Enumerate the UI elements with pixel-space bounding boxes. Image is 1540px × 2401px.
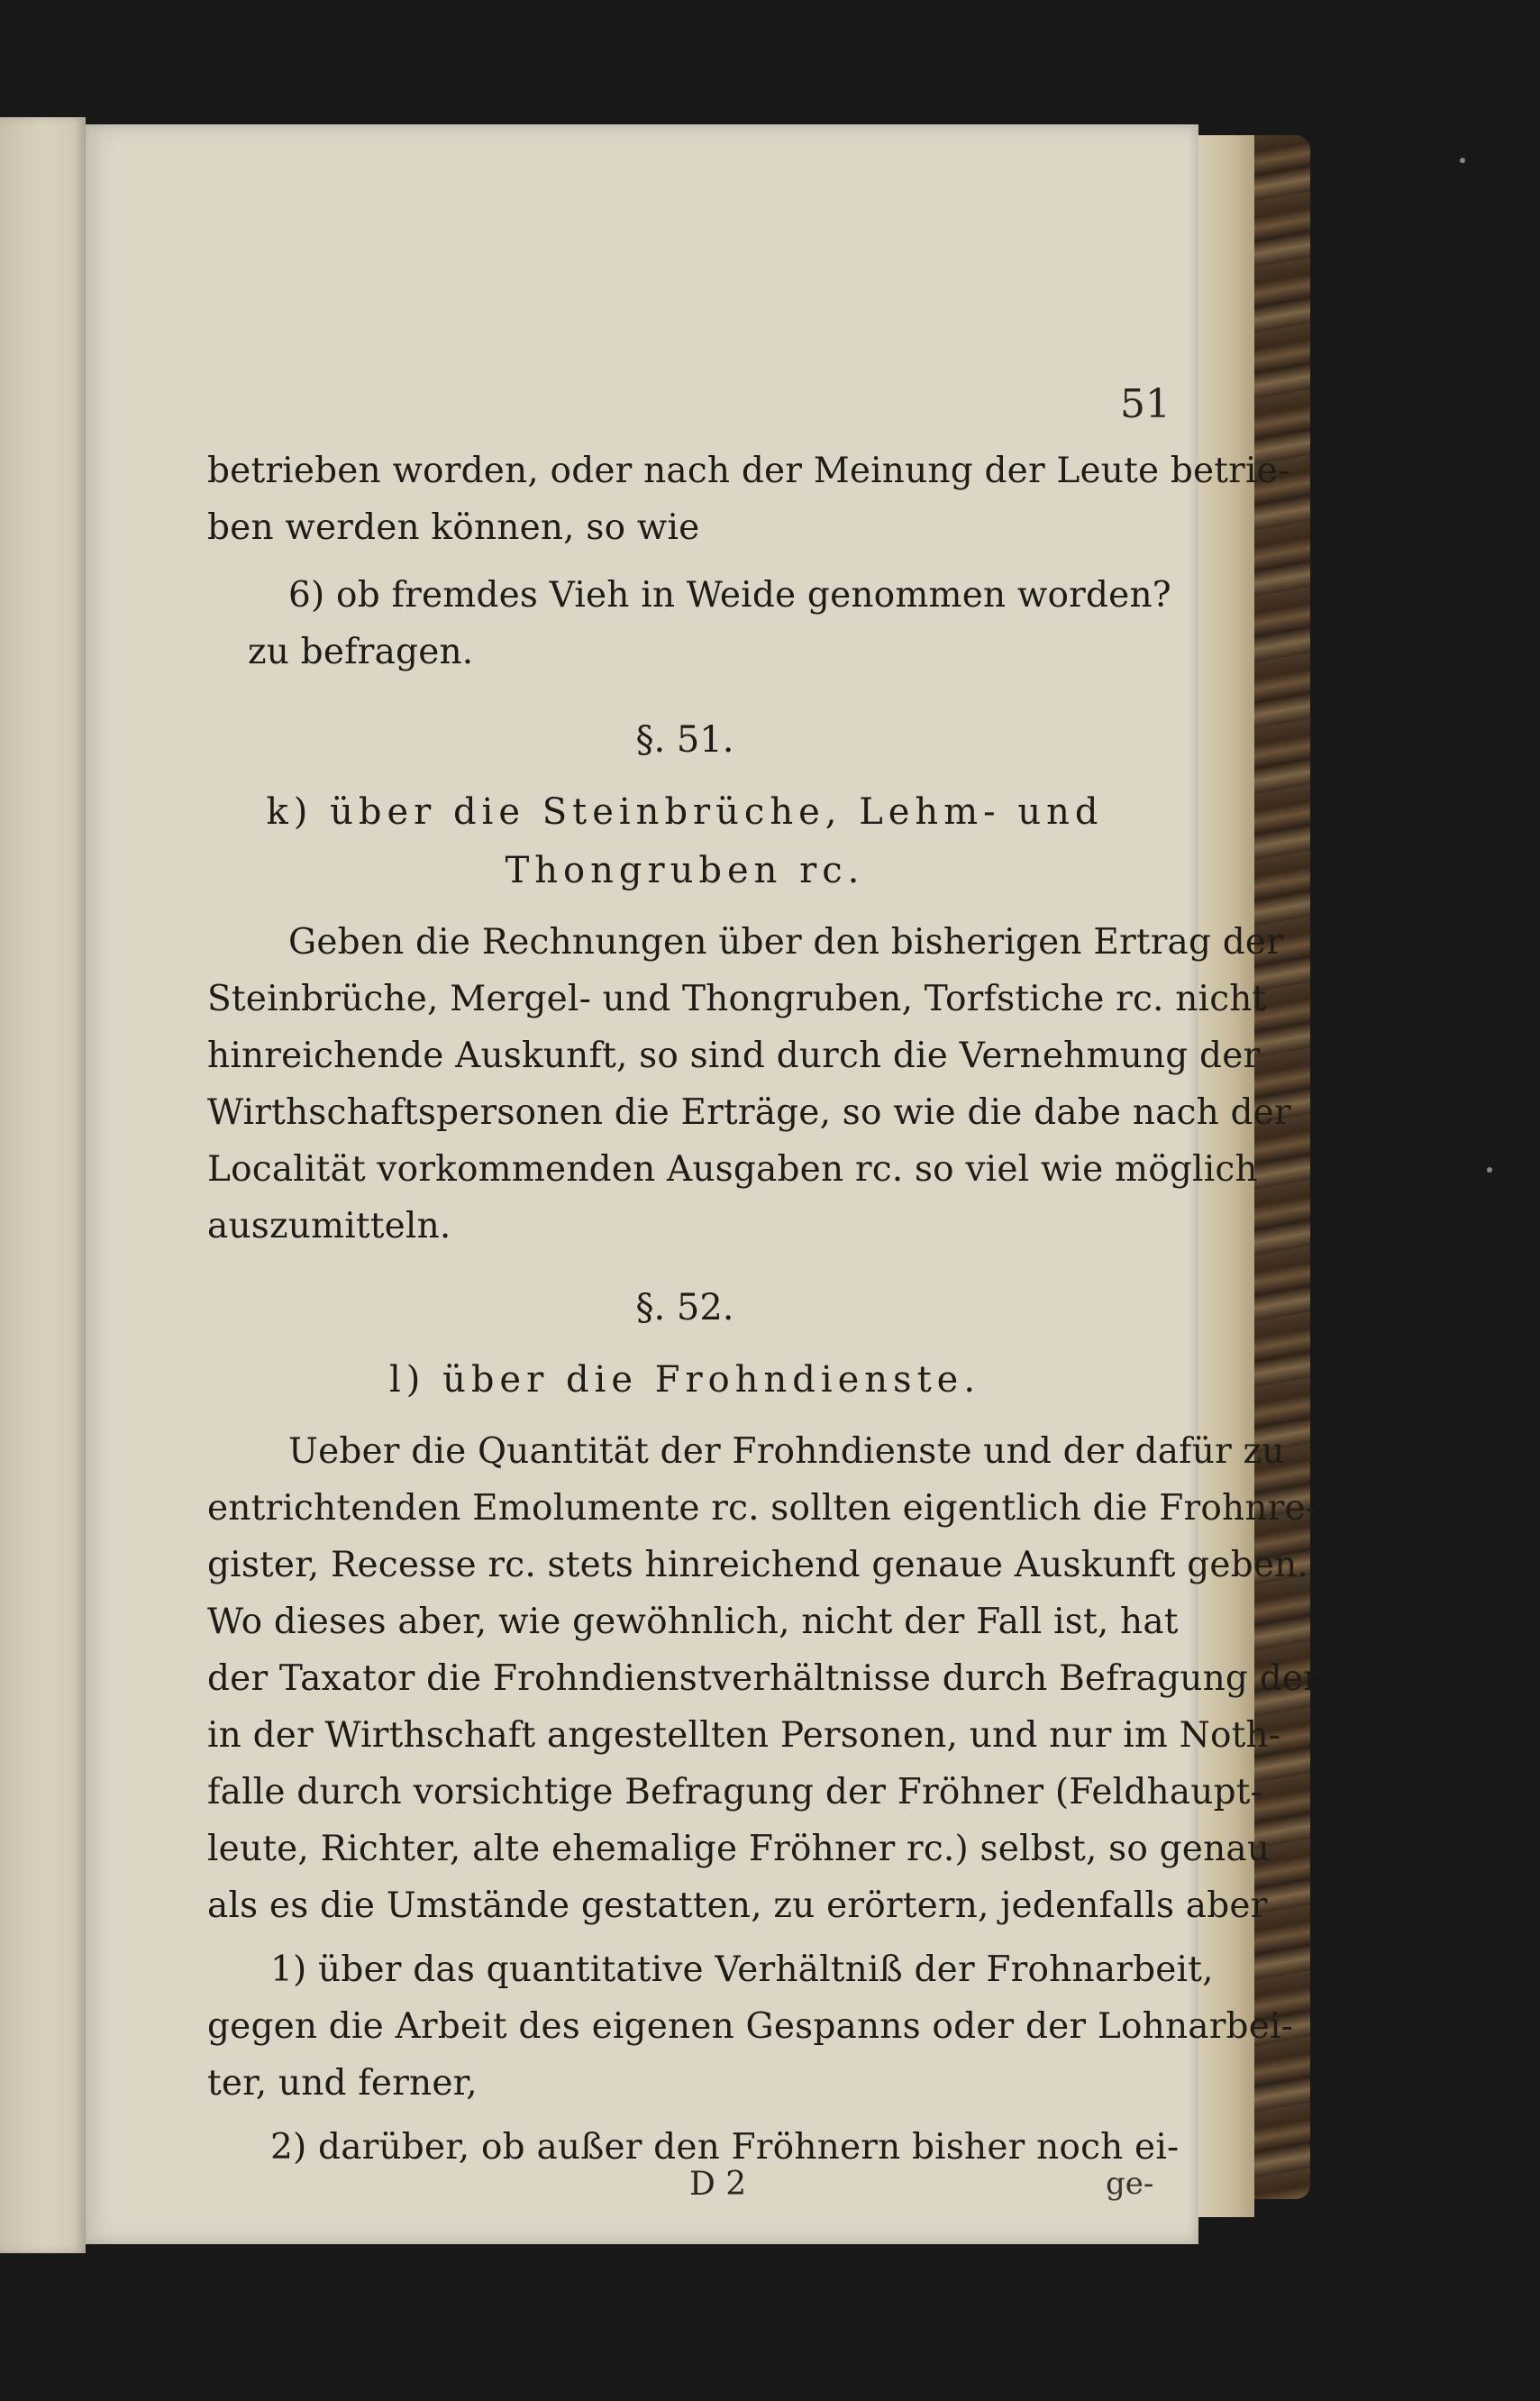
list-item-2: 2) darüber, ob außer den Fröhnern bisher noch ei- xyxy=(270,2127,1180,2168)
paragraph-line: entrichtenden Emolumente rc. sollten eigentlich die Frohnre- xyxy=(207,1488,1318,1529)
paragraph-line: Ueber die Quantität der Frohndienste und der dafür zu xyxy=(288,1431,1285,1472)
paragraph-line: leute, Richter, alte ehemalige Fröhner rc.) selbst, so genau xyxy=(207,1829,1271,1869)
section-52-title: l) über die Frohndienste. xyxy=(388,1359,981,1401)
text-line: ben werden können, so wie xyxy=(207,507,700,548)
paragraph-line: hinreichende Auskunft, so sind durch die Vernehmung der xyxy=(207,1036,1261,1076)
paragraph-line: ter, und ferner, xyxy=(207,2063,478,2104)
text-line: zu befragen. xyxy=(248,632,474,672)
paragraph-line: gister, Recesse rc. stets hinreichend genaue Auskunft geben. xyxy=(207,1545,1309,1585)
dust-speck xyxy=(1487,1167,1492,1173)
paragraph-line: als es die Umstände gestatten, zu erörtern, jedenfalls aber xyxy=(207,1885,1268,1926)
paragraph-line: gegen die Arbeit des eigenen Gespanns oder der Lohnarbei- xyxy=(207,2006,1294,2047)
paragraph-line: Wo dieses aber, wie gewöhnlich, nicht der Fall ist, hat xyxy=(207,1602,1179,1642)
text-line: betrieben worden, oder nach der Meinung der Leute betrie- xyxy=(207,451,1290,491)
paragraph-line: Wirthschaftspersonen die Erträge, so wie die dabe nach der xyxy=(207,1092,1291,1133)
paragraph-line: der Taxator die Frohndienstverhältnisse durch Befragung der xyxy=(207,1658,1320,1699)
section-51-number: §. 51. xyxy=(635,719,734,761)
paragraph-line: falle durch vorsichtige Befragung der Fröhner (Feldhaupt- xyxy=(207,1772,1263,1812)
signature-mark: D 2 xyxy=(689,2166,747,2203)
paragraph-line: Steinbrüche, Mergel- und Thongruben, Torfstiche rc. nicht xyxy=(207,979,1267,1019)
left-page-edges xyxy=(0,117,86,2253)
book-page xyxy=(86,124,1320,2244)
page-number: 51 xyxy=(1120,381,1171,427)
section-51-title-line1: k) über die Steinbrüche, Lehm- und xyxy=(266,791,1104,833)
paragraph-line: Geben die Rechnungen über den bisherigen Ertrag der xyxy=(288,922,1284,963)
paragraph-line: Localität vorkommenden Ausgaben rc. so viel wie möglich xyxy=(207,1149,1258,1190)
catchword: ge- xyxy=(1106,2166,1154,2202)
section-52-number: §. 52. xyxy=(635,1287,734,1328)
paragraph-line: auszumitteln. xyxy=(207,1206,451,1246)
list-item-1: 1) über das quantitative Verhältniß der Frohnarbeit, xyxy=(270,1949,1214,1990)
section-51-title-line2: Thongruben rc. xyxy=(505,850,865,891)
paragraph-line: in der Wirthschaft angestellten Personen, und nur im Noth- xyxy=(207,1715,1281,1756)
list-item-6: 6) ob fremdes Vieh in Weide genommen worden? xyxy=(288,575,1171,616)
dust-speck xyxy=(1460,158,1465,163)
